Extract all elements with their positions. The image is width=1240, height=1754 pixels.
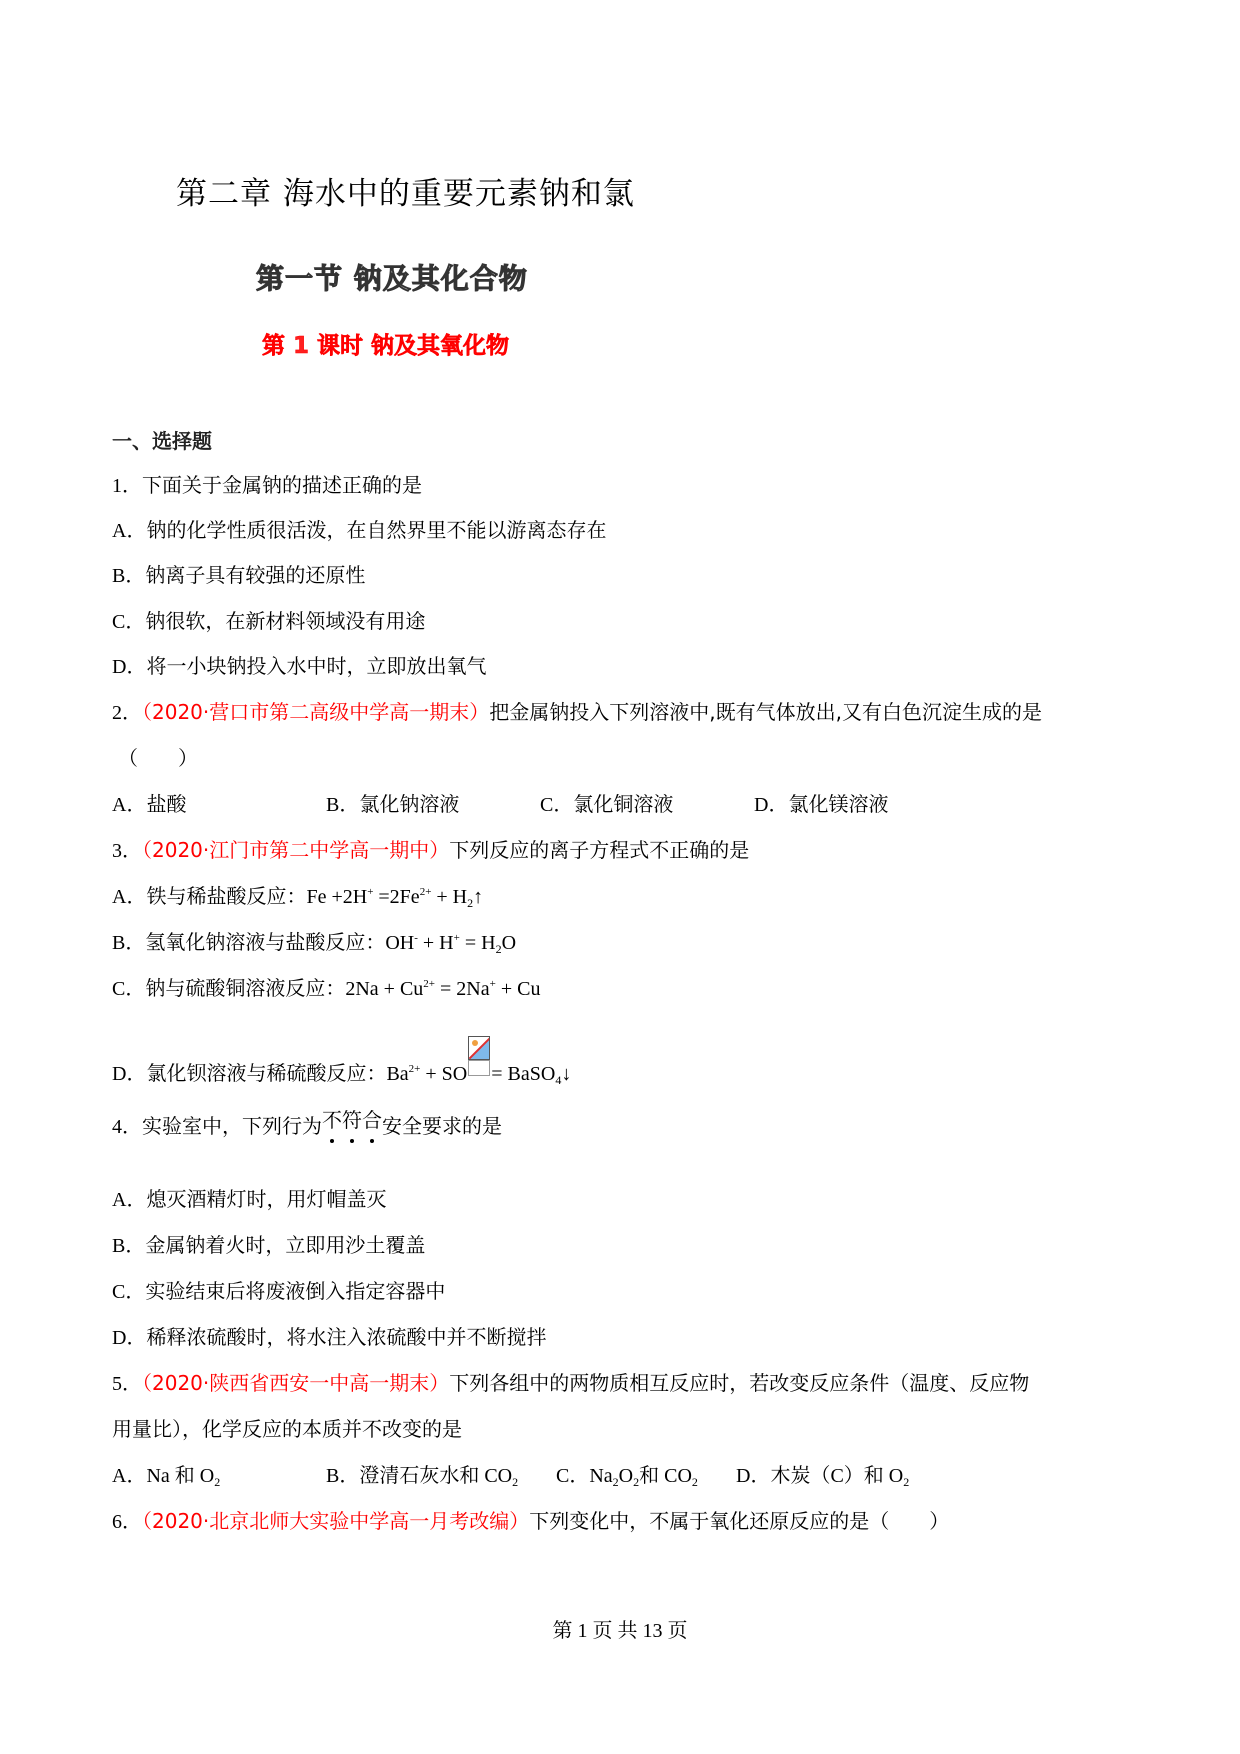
question-3-option-c — [112, 975, 540, 1002]
question-5-option-d: D．木炭（C）和 $O_2$ — [736, 1465, 910, 1489]
option-label: C． — [112, 611, 146, 633]
option-label: B． — [112, 932, 146, 954]
option-label: D． — [112, 1327, 147, 1349]
question-number: 3． — [112, 840, 142, 862]
question-text: 把金属钠投入下列溶液中,既有气体放出,又有白色沉淀生成的是 — [489, 700, 1042, 724]
question-3-option-b — [112, 929, 516, 956]
option-text: 氯化铜溶液 — [573, 792, 674, 816]
option-text: 氯化钡溶液与稀硫酸反应： — [146, 1061, 387, 1085]
ionic-equation: $Ba^{2+}$ + SO = BaSO$_4$↓ — [386, 1063, 571, 1085]
option-label: B． — [326, 1465, 360, 1487]
question-5-option-a: A．Na 和 $O_2$ — [112, 1465, 221, 1489]
page-indicator: 第 1 页 共 13 页 — [552, 1620, 688, 1642]
question-text: 下列各组中的两物质相互反应时，若改变反应条件（温度、反应物 — [449, 1371, 1030, 1395]
option-label: B． — [326, 794, 360, 816]
question-2-stem — [112, 699, 1042, 726]
question-text: 下列反应的离子方程式不正确的是 — [449, 838, 750, 862]
emphasis-char: 符 — [342, 1108, 362, 1132]
question-3-option-d — [112, 1036, 571, 1087]
option-text: 氢氧化钠溶液与盐酸反应： — [145, 930, 386, 954]
question-5-option-b: B．澄清石灰水和 $CO_2$ — [326, 1465, 519, 1489]
question-2-option-d — [754, 791, 888, 818]
option-text: 稀释浓硫酸时，将水注入浓硫酸中并不断搅拌 — [146, 1325, 547, 1349]
question-4-option-d — [112, 1324, 546, 1351]
question-4-option-b — [112, 1232, 425, 1259]
question-2-option-c — [540, 791, 754, 818]
option-text: 氯化钠溶液 — [359, 792, 460, 816]
question-1-option-c — [112, 608, 425, 635]
question-4-stem — [112, 1108, 502, 1140]
question-number: 6． — [112, 1511, 142, 1533]
option-label: C． — [112, 1281, 146, 1303]
question-number: 5． — [112, 1373, 142, 1395]
option-label: A． — [112, 520, 147, 542]
chapter-title: 第二章 海水中的重要元素钠和氯 — [176, 176, 635, 212]
emphasis-text — [322, 1108, 382, 1132]
option-text: 将一小块钠投入水中时，立即放出氧气 — [146, 654, 487, 678]
option-label: D． — [754, 794, 789, 816]
option-text: 熄灭酒精灯时，用灯帽盖灭 — [146, 1187, 387, 1211]
question-3-option-a — [112, 883, 483, 910]
option-label: A． — [112, 1189, 147, 1211]
option-text: 盐酸 — [146, 792, 187, 816]
question-3-stem — [112, 837, 749, 864]
question-text: 下面关于金属钠的描述正确的是 — [142, 473, 422, 497]
option-label: B． — [112, 1235, 146, 1257]
ionic-equation: $Fe +2H^+ =2Fe^{2+}$ + $H_2↑$ — [306, 886, 484, 910]
option-label: D． — [112, 656, 147, 678]
question-number: 1． — [112, 475, 142, 497]
question-1-option-d — [112, 653, 486, 680]
section-title: 第一节 钠及其化合物 — [256, 262, 528, 295]
question-number: 2． — [112, 702, 142, 724]
option-label: D． — [736, 1465, 771, 1487]
question-5-option-c: C．$Na_2O_2$和 $CO_2$ — [556, 1465, 698, 1489]
option-text: 钠与硫酸铜溶液反应： — [145, 976, 346, 1000]
ionic-equation: $OH^- + H^+ = H_2O$ — [385, 932, 517, 956]
question-text: 下列变化中，不属于氧化还原反应的是（ ） — [529, 1509, 950, 1533]
option-label: A． — [112, 886, 147, 908]
option-text: 氯化镁溶液 — [788, 792, 889, 816]
question-text: 安全要求的是 — [382, 1114, 502, 1138]
question-4-option-c — [112, 1278, 445, 1305]
emphasis-char: 不 — [322, 1108, 342, 1132]
question-2-option-a — [112, 791, 326, 818]
question-2-option-b — [326, 791, 540, 818]
option-text: 钠离子具有较强的还原性 — [145, 563, 366, 587]
emphasis-char: 合 — [362, 1108, 382, 1132]
option-label: C． — [112, 978, 146, 1000]
question-4-option-a — [112, 1186, 386, 1213]
option-text: 钠很软，在新材料领域没有用途 — [145, 609, 426, 633]
ionic-equation: $2Na + Cu^{2+} = 2Na^+ + Cu$ — [345, 978, 541, 1000]
question-5-stem-continued: 用量比），化学反应的本质并不改变的是 — [112, 1417, 462, 1441]
question-source: （2020·北京北师大实验中学高一月考改编） — [142, 1509, 530, 1533]
option-label: A． — [112, 794, 147, 816]
question-1-stem — [112, 472, 422, 499]
option-label: C． — [556, 1465, 590, 1487]
question-source: （2020·江门市第二中学高一期中） — [142, 838, 450, 862]
option-text: 钠的化学性质很活泼，在自然界里不能以游离态存在 — [146, 518, 607, 542]
question-2-options — [112, 791, 888, 818]
lesson-title: 第 1 课时 钠及其氧化物 — [262, 333, 510, 359]
question-source: （2020·陕西省西安一中高一期末） — [142, 1371, 450, 1395]
question-1-option-a — [112, 517, 606, 544]
option-text: 实验结束后将废液倒入指定容器中 — [145, 1279, 446, 1303]
answer-blank: （ ） — [118, 746, 198, 770]
question-source: （2020·营口市第二高级中学高一期末） — [142, 700, 490, 724]
question-5-options — [112, 1462, 909, 1489]
broken-image-icon — [468, 1036, 490, 1076]
question-number: 4． — [112, 1116, 142, 1138]
option-label: A． — [112, 1465, 147, 1487]
part-heading: 一、选择题 — [112, 429, 212, 453]
question-1-option-b — [112, 562, 365, 589]
option-label: B． — [112, 565, 146, 587]
option-label: D． — [112, 1063, 147, 1085]
option-text: 铁与稀盐酸反应： — [146, 884, 307, 908]
question-5-stem — [112, 1370, 1029, 1397]
question-6-stem — [112, 1508, 949, 1535]
question-text: 实验室中，下列行为 — [142, 1114, 322, 1138]
option-label: C． — [540, 794, 574, 816]
option-text: 金属钠着火时，立即用沙土覆盖 — [145, 1233, 426, 1257]
